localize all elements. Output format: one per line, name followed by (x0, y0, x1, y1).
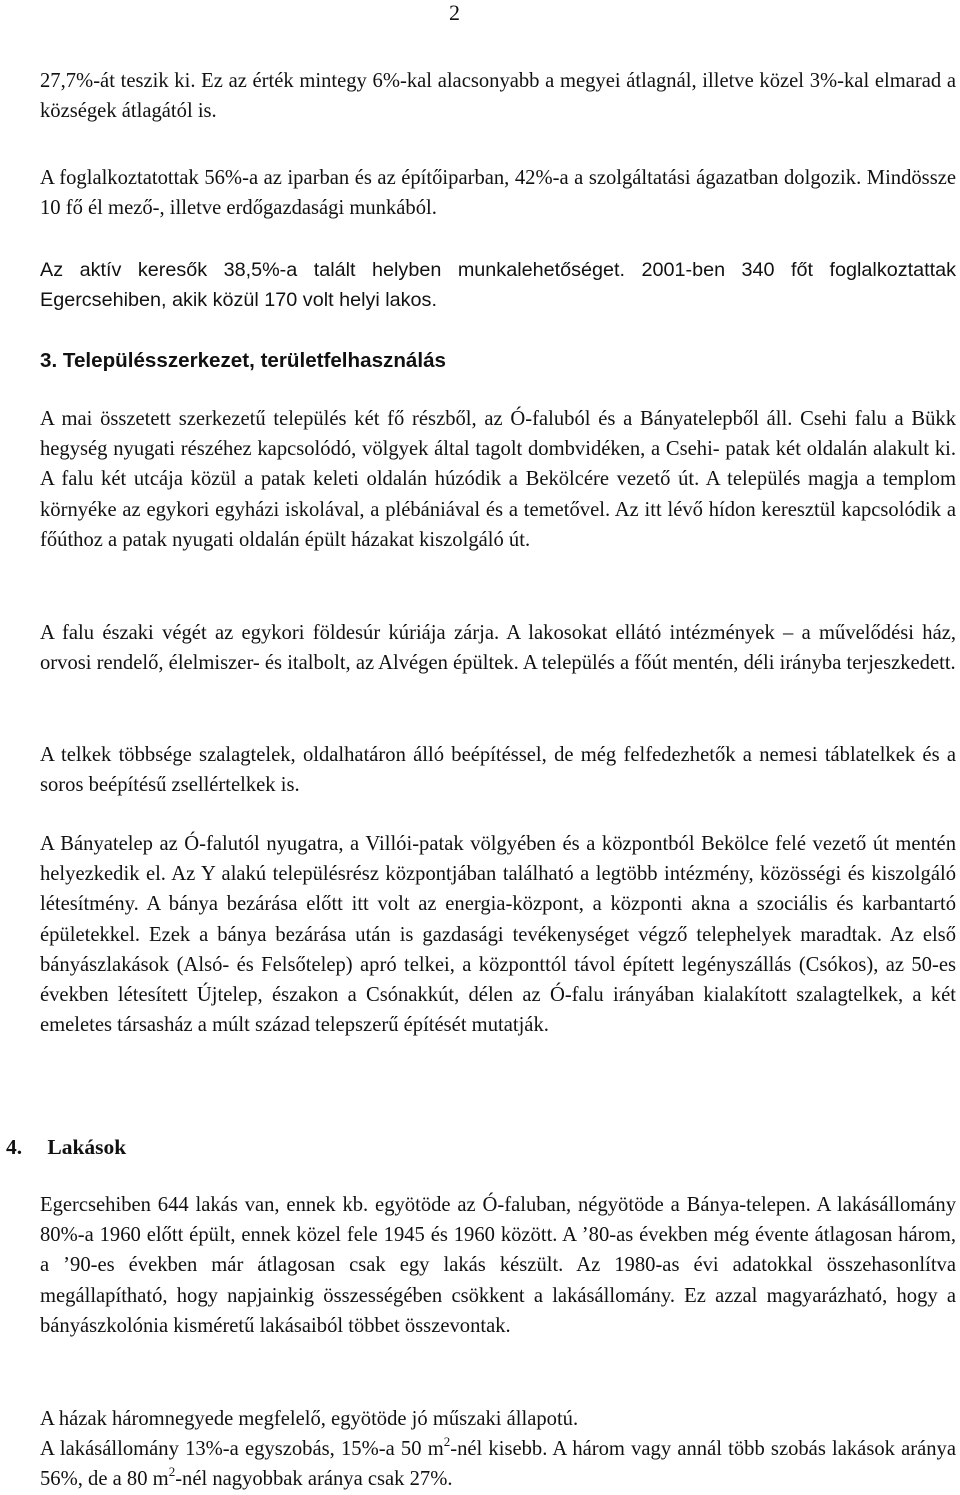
paragraph-employment-rate: 27,7%-át teszik ki. Ez az érték mintegy 6%-kal alacsonyabb a megyei átlagnál, illetve közel 3%-kal elmarad a községek átlagától is. (40, 70, 956, 123)
text-run: A lakásállomány 13%-a egyszobás, 15%-a 50 m (40, 1438, 444, 1460)
superscript: 2 (443, 1434, 451, 1449)
paragraph-employment-sectors: A foglalkoztatottak 56%-a az iparban és az építőiparban, 42%-a a szolgáltatási ágazatban dolgozik. Mindössze 10 fő él mező-, illetve erdőgazdasági munkából. (40, 167, 956, 220)
section-heading-housing (6, 1132, 126, 1162)
text-run: -nél nagyobbak aránya csak 27%. (175, 1468, 453, 1491)
section-heading-settlement-structure (40, 346, 446, 376)
paragraph-settlement-structure: A mai összetett szerkezetű település két fő részből, az Ó-faluból és a Bányatelepből áll. Csehi falu a Bükk hegység nyugati részéhez kapcsolódó, völgyek által tagolt dombvidéken, a Csehi- patak két oldalán alakult ki. A falu két utcája közül a patak keleti oldalán húzódik a Bekölcére vezető út. A település magja a templom környéke az egykori egyházi iskolával, a plébániával és a temetővel. Az itt lévő hídon keresztül kapcsolódik a főúthoz a patak nyugati oldalán épült házakat kiszolgáló út. (40, 408, 956, 551)
paragraph-room-counts (40, 1434, 956, 1494)
paragraph-active-earners: Az aktív keresők 38,5%-a talált helyben munkalehetőséget. 2001-ben 340 főt foglalkoztattak Egercsehiben, akik közül 170 volt helyi lakos. (40, 259, 956, 312)
section-title: Lakások (47, 1135, 127, 1159)
superscript: 2 (168, 1464, 176, 1480)
paragraph-mine-settlement: A Bányatelep az Ó-falutól nyugatra, a Villói-patak völgyében és a központból Bekölce felé vezető út mentén helyezkedik el. Az Y alakú településrész központjában található a legtöbb intézmény, közösségi és kiszolgáló létesítmény. A bánya bezárása előtt itt volt az energia-központ, a központi akna a szociális és karbantartó épületekkel. Ezek a bánya bezárása után is gazdasági tevékenységet végző telephelyek maradtak. Az első bányászlakások (Alsó- és Felsőtelep) apró telkei, a központtól távol épített legényszállás (Csókos), az 50-es években létesített Újtelep, északon a Csónakkút, délen az Ó-falu irányában kialakított szalagtelkek, a két emeletes társasház a múlt század telepszerű építését mutatják. (40, 833, 956, 1037)
section-number: 4. (6, 1135, 23, 1159)
paragraph-housing-stock: Egercsehiben 644 lakás van, ennek kb. egyötöde az Ó-faluban, négyötöde a Bánya-telepen. A lakásállomány 80%-a 1960 előtt épült, ennek közel fele 1945 és 1960 között. A ’80-as években még évente átlagosan három, a ’90-es években már átlagosan csak egy lakás készült. Az 1980-as évi adatokkal összehasonlítva megállapítható, hogy napjainkig összességében csökkent a lakásállomány. Ez azzal magyarázható, hogy a bányászkolónia kisméretű lakásaiból többet összevontak. (40, 1194, 956, 1337)
section-title: Településszerkezet, területfelhasználás (62, 349, 446, 372)
paragraph-plots: A telkek többsége szalagtelek, oldalhatáron álló beépítéssel, de még felfedezhetők a nemesi táblatelkek és a soros beépítésű zsellértelkek is. (40, 744, 956, 797)
page-number: 2 (449, 0, 460, 25)
section-number: 3. (40, 349, 58, 372)
text-run: -nél kisebb. A három vagy annál több szobás lakások aránya 56%, de a 80 m (40, 1438, 956, 1491)
paragraph-house-condition: A házak háromnegyede megfelelő, egyötöde jó műszaki állapotú. (40, 1408, 579, 1430)
paragraph-north-end: A falu északi végét az egykori földesúr kúriája zárja. A lakosokat ellátó intézmények – a művelődési ház, orvosi rendelő, élelmiszer- és italbolt, az Alvégen épültek. A település a főút mentén, déli irányba terjeszkedett. (40, 622, 956, 675)
